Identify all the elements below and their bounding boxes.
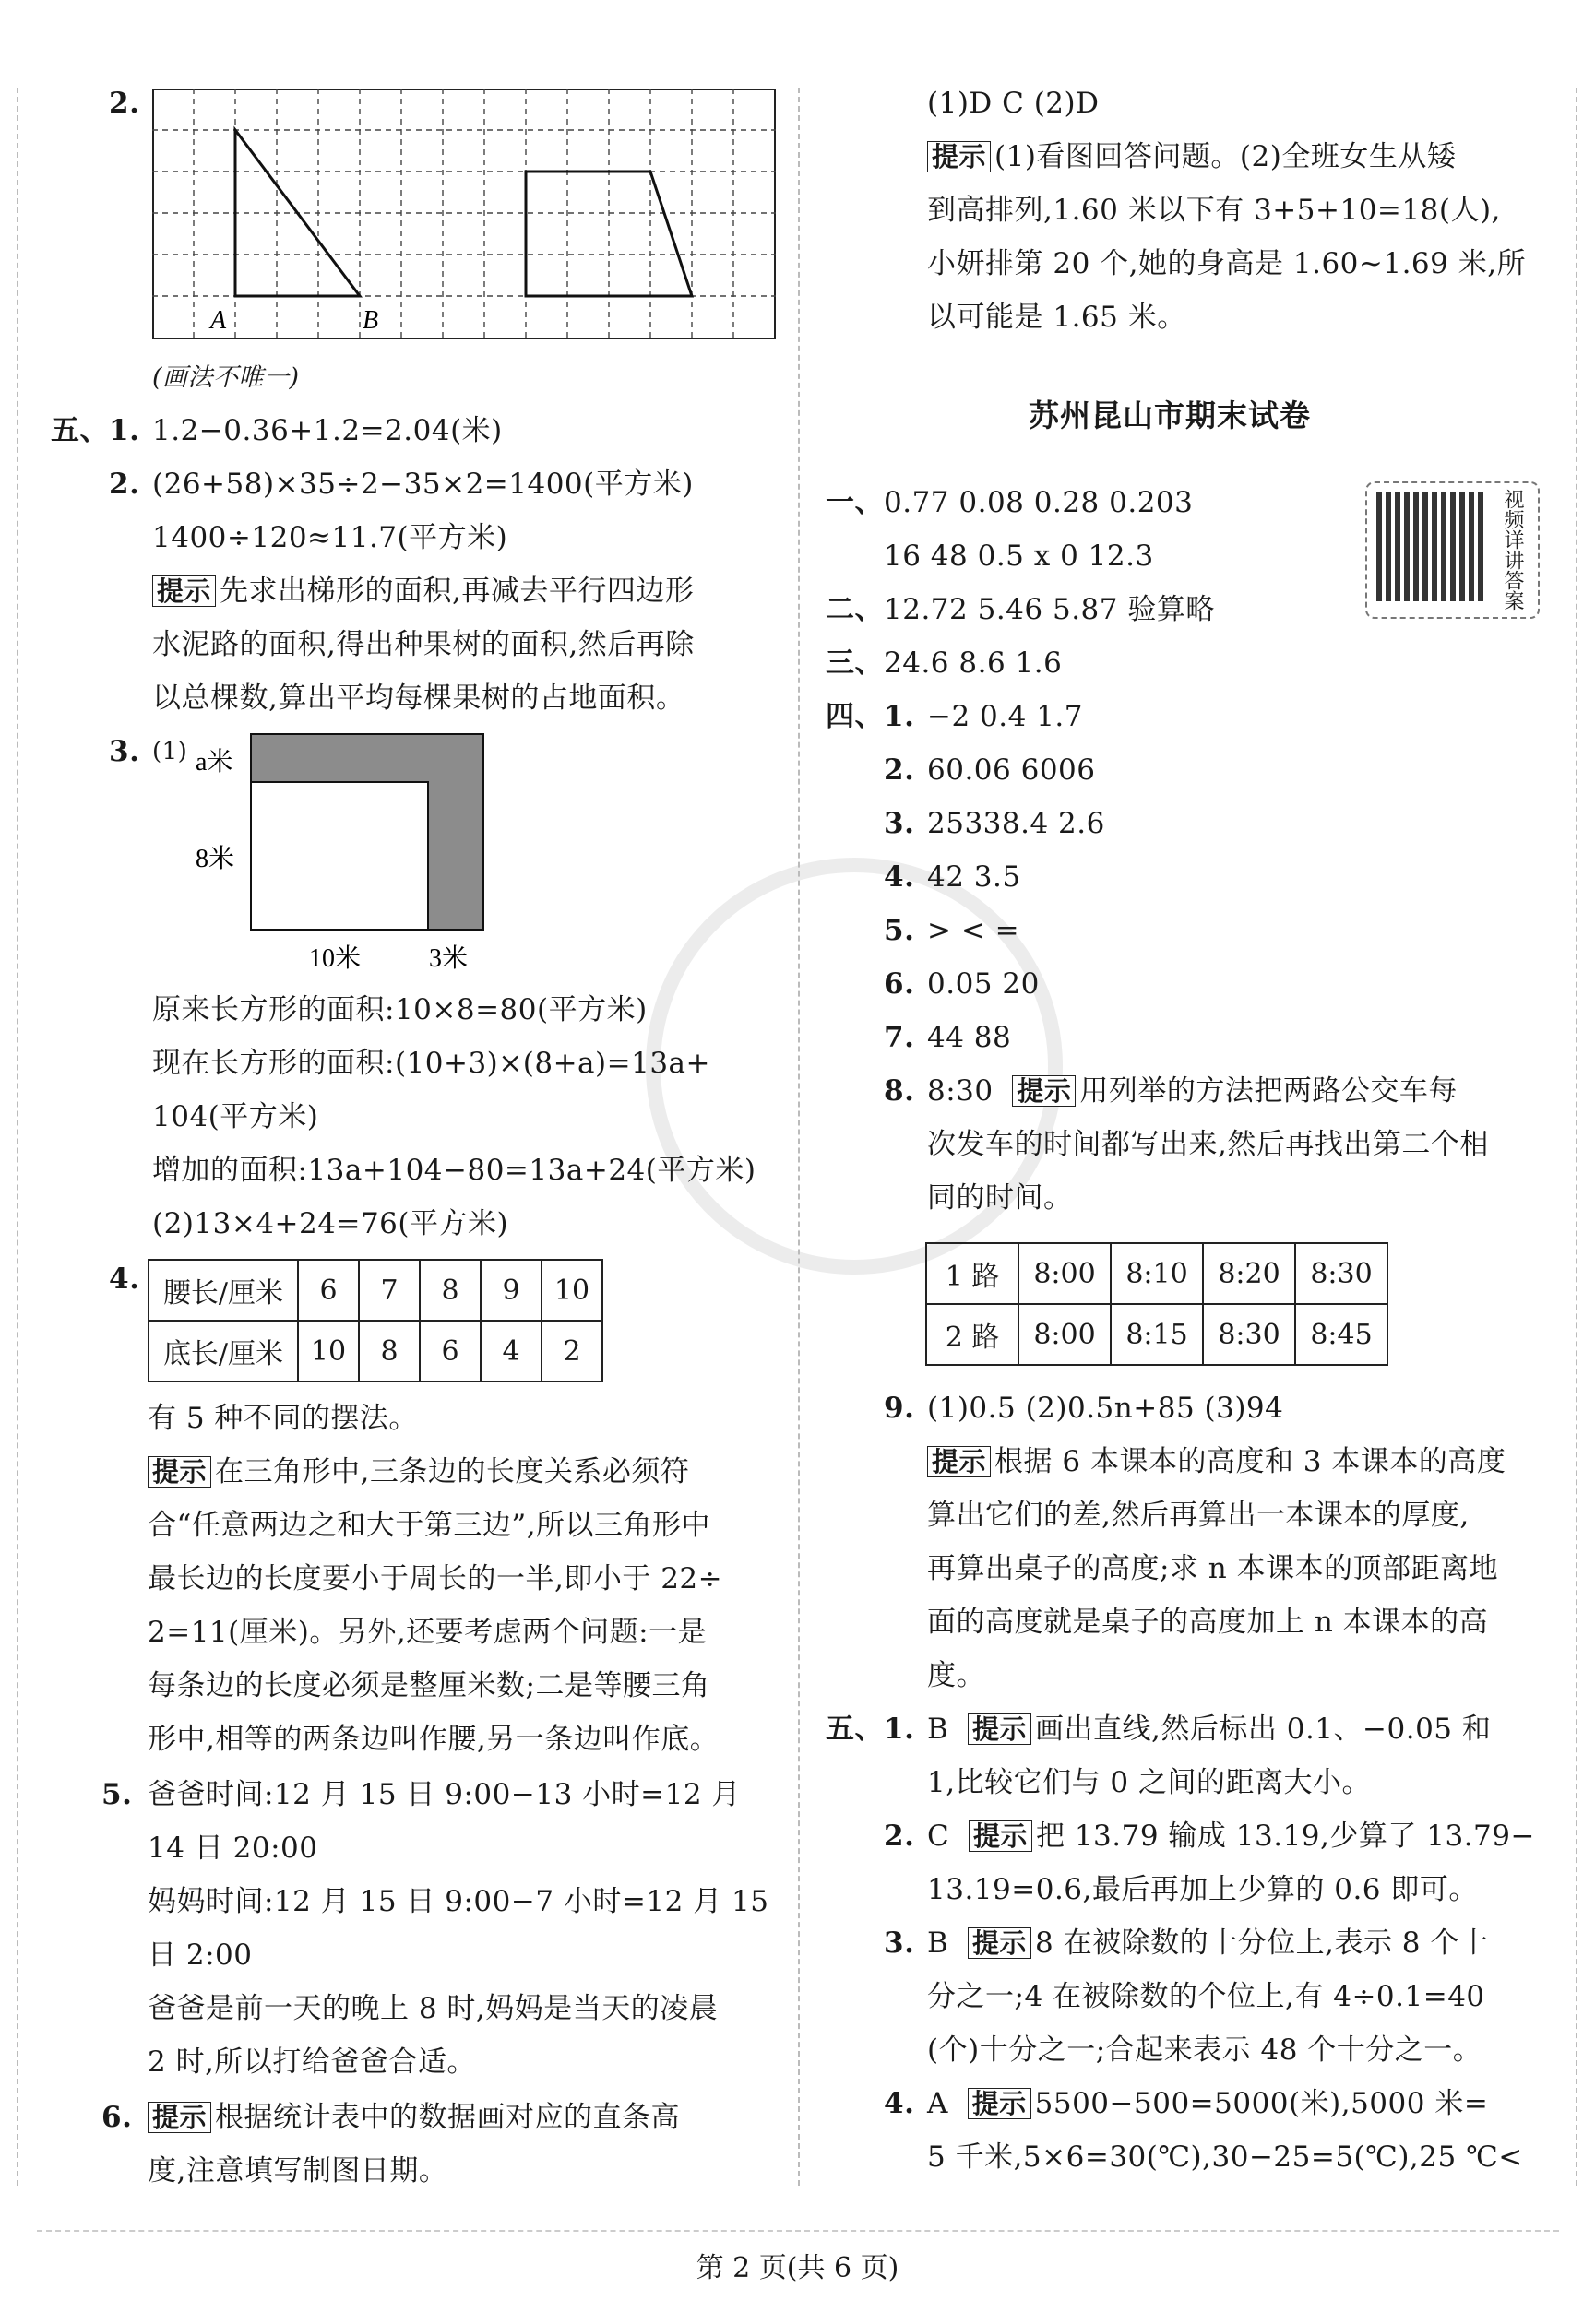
top-tip-line2: 到高排列,1.60 米以下有 3+5+10=18(人), (927, 194, 1501, 227)
top-tip-line4: 以可能是 1.65 米。 (927, 301, 1186, 334)
s5r-2-tip-line1: C 提示 把 13.79 输成 13.19,少算了 13.79− (927, 1820, 1535, 1853)
s4-2-number: 2. (884, 753, 915, 787)
s5-2-tip-line2: 水泥路的面积,得出种果树的面积,然后再除 (152, 628, 695, 661)
table-row: 底长/厘米 10 8 6 4 2 (149, 1321, 602, 1381)
s4-9-answer: (1)0.5 (2)0.5n+85 (3)94 (927, 1392, 1284, 1425)
tip-badge: 提示 (1012, 1075, 1076, 1107)
s1-label: 一、 (826, 486, 884, 519)
s5-4-tip-line4: 2=11(厘米)。另外,还要考虑两个问题:一是 (148, 1616, 708, 1649)
tip-badge: 提示 (968, 1713, 1031, 1745)
s4-4-answer: 42 3.5 (927, 860, 1021, 894)
s5-3-line3: 104(平方米) (152, 1100, 319, 1133)
s5-4-line1: 有 5 种不同的摆法。 (148, 1402, 418, 1435)
s4-9-tip-line3: 再算出桌子的高度;求 n 本课本的顶部距离地 (927, 1552, 1499, 1585)
s5-1-number: 1. (109, 414, 140, 447)
s5-2-tip-line3: 以总棵数,算出平均每棵果树的占地面积。 (152, 682, 685, 715)
s5r-1-tip-line2: 1,比较它们与 0 之间的距离大小。 (927, 1766, 1372, 1799)
qr-code-box[interactable] (1365, 481, 1540, 619)
s5-label: 五、 (51, 414, 109, 447)
label-a-meters: a米 (196, 748, 233, 777)
s5r-3-tip-line1: B 提示 8 在被除数的十分位上,表示 8 个十 (927, 1927, 1489, 1960)
point-a-label: A (210, 306, 227, 335)
right-margin-line (1576, 88, 1577, 2186)
s4-5-answer: > < = (927, 914, 1020, 947)
qr-code-icon[interactable] (1376, 492, 1485, 601)
s5r-3-number: 3. (884, 1927, 915, 1960)
s5r-3-tip-line2: 分之一;4 在被除数的个位上,有 4÷0.1=40 (927, 1980, 1485, 2013)
s5-5-line6: 2 时,所以打给爸爸合适。 (148, 2045, 476, 2079)
s5-2-line2: 1400÷120≈11.7(平方米) (152, 521, 508, 554)
s2-label: 二、 (826, 593, 884, 626)
tip-badge: 提示 (152, 575, 216, 607)
s4-3-answer: 25338.4 2.6 (927, 807, 1105, 840)
s5-4-number: 4. (109, 1263, 140, 1296)
exam-title: 苏州昆山市期末试卷 (1029, 397, 1311, 433)
s5r-4-tip-line2: 5 千米,5×6=30(℃),30−25=5(℃),25 ℃< (927, 2140, 1523, 2174)
s4-1-answer: −2 0.4 1.7 (927, 700, 1084, 733)
s5r-1-tip-line1: B 提示 画出直线,然后标出 0.1、−0.05 和 (927, 1713, 1492, 1746)
s5-3-line5: (2)13×4+24=76(平方米) (152, 1207, 509, 1240)
table-row: 2 路 8:00 8:15 8:30 8:45 (926, 1304, 1387, 1365)
s1-line1: 0.77 0.08 0.28 0.203 (884, 486, 1194, 519)
page-footer: 第 2 页(共 6 页) (696, 2252, 899, 2284)
s3-line1: 24.6 8.6 1.6 (884, 646, 1063, 680)
q2-note: (画法不唯一) (152, 363, 300, 392)
s5-5-line1: 爸爸时间:12 月 15 日 9:00−13 小时=12 月 (148, 1778, 741, 1811)
footer-divider (37, 2230, 1559, 2232)
s5-5-number: 5. (101, 1778, 133, 1811)
s5-3-sub: (1) (152, 738, 188, 765)
s4-9-tip-line5: 度。 (927, 1659, 985, 1692)
s4-1-number: 1. (884, 700, 915, 733)
top-answer: (1)D C (2)D (927, 87, 1100, 120)
s4-6-answer: 0.05 20 (927, 967, 1040, 1001)
s5-4-tip-line2: 合“任意两边之和大于第三边”,所以三角形中 (148, 1509, 711, 1542)
s3-label: 三、 (826, 646, 884, 680)
s5-3-rectangle-figure (184, 729, 498, 987)
q2-number: 2. (109, 87, 140, 120)
tip-badge: 提示 (968, 2088, 1031, 2119)
s5-1-answer: 1.2−0.36+1.2=2.04(米) (152, 414, 503, 447)
s4-label: 四、 (826, 700, 884, 733)
s5r-1-number: 1. (884, 1713, 915, 1746)
s4-9-tip-line1: 提示 根据 6 本课本的高度和 3 本课本的高度 (927, 1443, 1506, 1480)
s5-4-tip-line5: 每条边的长度必须是整厘米数;二是等腰三角 (148, 1669, 710, 1702)
s5-4-tip-line6: 形中,相等的两条边叫作腰,另一条边叫作底。 (148, 1723, 720, 1756)
top-tip-line3: 小妍排第 20 个,她的身高是 1.60~1.69 米,所 (927, 247, 1527, 280)
s4-7-number: 7. (884, 1021, 915, 1054)
s4-8-tip-line1: 8:30 提示 用列举的方法把两路公交车每 (927, 1074, 1458, 1108)
s5-2-tip-line1: 提示 先求出梯形的面积,再减去平行四边形 (152, 573, 694, 610)
table-row: 1 路 8:00 8:10 8:20 8:30 (926, 1243, 1387, 1304)
s4-9-tip-line4: 面的高度就是桌子的高度加上 n 本课本的高 (927, 1606, 1489, 1639)
leg-base-table (148, 1259, 603, 1382)
s5-5-line3: 妈妈时间:12 月 15 日 9:00−7 小时=12 月 15 (148, 1885, 769, 1918)
s5r-4-tip-line1: A 提示 5500−500=5000(米),5000 米= (927, 2087, 1489, 2120)
s5-3-line1: 原来长方形的面积:10×8=80(平方米) (152, 993, 648, 1026)
s5r-2-tip-line2: 13.19=0.6,最后再加上少算的 0.6 即可。 (927, 1873, 1478, 1906)
s4-8-tip-line3: 同的时间。 (927, 1181, 1073, 1215)
s5-5-line5: 爸爸是前一天的晚上 8 时,妈妈是当天的凌晨 (148, 1992, 719, 2025)
tip-badge: 提示 (927, 141, 991, 172)
qr-caption: 视频详讲答案 (1501, 489, 1524, 611)
s4-9-number: 9. (884, 1392, 915, 1425)
s5-6-tip-line1: 提示 根据统计表中的数据画对应的直条高 (148, 2099, 680, 2136)
s5r-3-tip-line3: (个)十分之一;合起来表示 48 个十分之一。 (927, 2034, 1482, 2067)
s5-6-tip-line2: 度,注意填写制图日期。 (148, 2154, 448, 2188)
s4-6-number: 6. (884, 967, 915, 1001)
label-8-meters: 8米 (196, 845, 235, 873)
bus-schedule-table (925, 1242, 1388, 1366)
s4-7-answer: 44 88 (927, 1021, 1012, 1054)
s5-5-line2: 14 日 20:00 (148, 1832, 318, 1865)
s4-8-number: 8. (884, 1074, 915, 1108)
s5r-4-number: 4. (884, 2087, 915, 2120)
s5r-label: 五、 (826, 1713, 884, 1746)
s4-2-answer: 60.06 6006 (927, 753, 1096, 787)
table-row: 腰长/厘米 6 7 8 9 10 (149, 1260, 602, 1321)
tip-badge: 提示 (148, 2102, 211, 2133)
s5-6-number: 6. (101, 2101, 133, 2134)
tip-badge: 提示 (969, 1820, 1032, 1852)
s5-2-number: 2. (109, 468, 140, 501)
label-10-meters: 10米 (309, 944, 362, 973)
label-3-meters: 3米 (429, 944, 469, 973)
s5-2-line1: (26+58)×35÷2−35×2=1400(平方米) (152, 468, 694, 501)
s4-9-tip-line2: 算出它们的差,然后再算出一本课本的厚度, (927, 1499, 1470, 1532)
column-divider (798, 88, 800, 2186)
s5-5-line4: 日 2:00 (148, 1939, 253, 1972)
s5r-2-number: 2. (884, 1820, 915, 1853)
s4-3-number: 3. (884, 807, 915, 840)
s5-3-line4: 增加的面积:13a+104−80=13a+24(平方米) (152, 1154, 756, 1187)
s4-5-number: 5. (884, 914, 915, 947)
tip-badge: 提示 (927, 1446, 991, 1477)
s5-4-tip-line1: 提示 在三角形中,三条边的长度关系必须符 (148, 1453, 689, 1490)
left-margin-line (17, 88, 18, 2186)
s4-8-tip-line2: 次发车的时间都写出来,然后再找出第二个相 (927, 1128, 1489, 1161)
s5-3-number: 3. (109, 735, 140, 768)
q2-grid-figure (152, 89, 776, 339)
tip-badge: 提示 (148, 1456, 211, 1488)
s2-line1: 12.72 5.46 5.87 验算略 (884, 593, 1215, 626)
tip-badge: 提示 (968, 1927, 1031, 1959)
top-tip-line1: 提示 (1)看图回答问题。(2)全班女生从矮 (927, 138, 1456, 175)
s5-3-line2: 现在长方形的面积:(10+3)×(8+a)=13a+ (152, 1047, 710, 1080)
point-b-label: B (363, 306, 379, 335)
s4-4-number: 4. (884, 860, 915, 894)
s1-line2: 16 48 0.5 x 0 12.3 (884, 540, 1154, 573)
s5-4-tip-line3: 最长边的长度要小于周长的一半,即小于 22÷ (148, 1562, 723, 1595)
